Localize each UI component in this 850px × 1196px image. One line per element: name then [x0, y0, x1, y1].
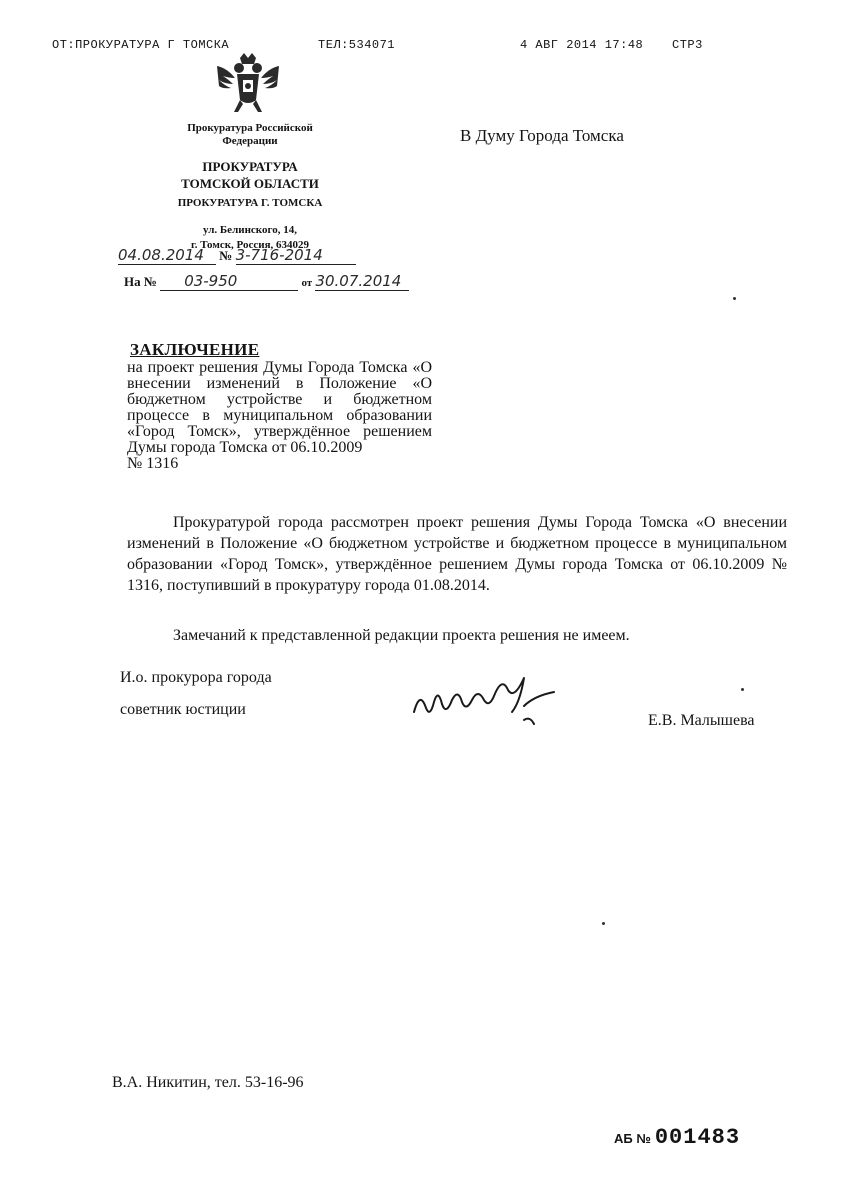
executor-contact: В.А. Никитин, тел. 53-16-96: [112, 1074, 304, 1091]
form-series-label: АБ №: [614, 1131, 651, 1146]
letterhead-line4: ТОМСКОЙ ОБЛАСТИ: [181, 176, 319, 191]
reference-date-label: от: [301, 277, 313, 289]
form-serial-number: 001483: [654, 1125, 741, 1150]
body-paragraph-1: Прокуратурой города рассмотрен проект решения Думы Города Томска «О внесении изменений в Положение «О бюджетном устройстве и бюджетном процессе в муниципальном образовании «Город Томск», утверждённое решением Думы города Томска от 06.10.2009 № 1316, поступивший в прокуратуру города 01.08.2014.: [127, 514, 787, 594]
conclusion-title: ЗАКЛЮЧЕНИЕ: [130, 340, 260, 359]
handwritten-signature: [404, 676, 574, 736]
letterhead-line3: ПРОКУРАТУРА: [202, 159, 298, 174]
fax-datetime: 4 АВГ 2014 17:48: [520, 38, 644, 52]
scan-speck: [733, 297, 736, 300]
scan-speck: [602, 922, 605, 925]
registration-date: 04.08.2014: [118, 246, 216, 265]
letterhead-line5: ПРОКУРАТУРА Г. ТОМСКА: [177, 197, 323, 209]
signer-position: И.о. прокурора города: [120, 669, 272, 686]
signer-name: Е.В. Малышева: [648, 712, 755, 729]
fax-sender: ОТ:ПРОКУРАТУРА Г ТОМСКА: [52, 38, 230, 52]
conclusion-text-number: № 1316: [127, 455, 179, 472]
body-paragraph-2: Замечаний к представленной редакции проекта решения не имеем.: [173, 627, 630, 644]
reference-number: 03-950: [160, 272, 298, 291]
registration-number: 3-716-2014: [236, 246, 356, 265]
reference-label: На №: [124, 274, 157, 289]
fax-phone: ТЕЛ:534071: [318, 38, 396, 52]
scan-speck: [741, 688, 744, 691]
letterhead-address1: ул. Белинского, 14,: [203, 224, 297, 236]
registration-number-label: №: [219, 248, 233, 263]
letterhead-line1: Прокуратура Российской: [187, 122, 313, 134]
reference-date: 30.07.2014: [315, 272, 409, 291]
conclusion-text-body: на проект решения Думы Города Томска «О внесении изменений в Положение «О бюджетном устройстве и бюджетном процессе в муниципальном образовании «Город Томск», утверждённое решением Думы города Томска от 06.10.2009: [127, 359, 432, 456]
letterhead-line2: Федерации: [222, 134, 278, 147]
addressee: В Думу Города Томска: [460, 126, 624, 145]
coat-of-arms-emblem: [213, 52, 283, 118]
letterhead-address2: г. Томск, Россия, 634029: [190, 239, 310, 251]
conclusion-text: [127, 360, 432, 472]
fax-page: СТР3: [672, 38, 703, 52]
signer-rank: советник юстиции: [120, 701, 246, 718]
